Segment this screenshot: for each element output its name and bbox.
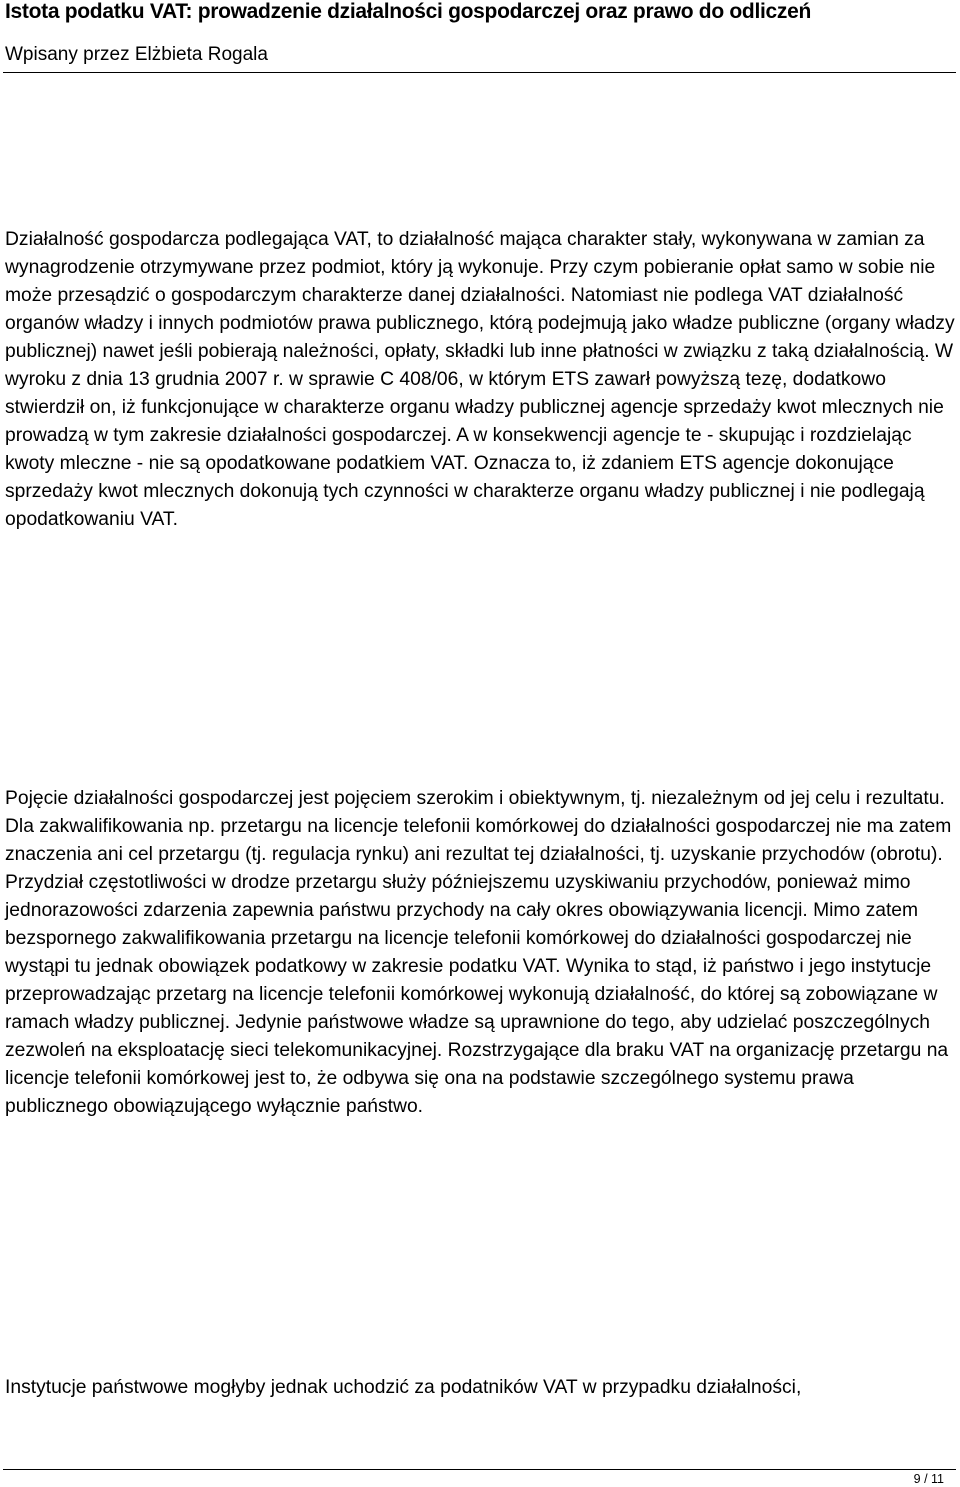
- paragraph-1: Działalność gospodarcza podlegająca VAT, to działalność mająca charakter stały, wykonywana w zamian za wynagrodzenie otrzymywane przez podmiot, który ją wykonuje. Przy czym pobieranie opłat samo w sobie nie może przesądzić o gospodarczym charakterze danej działalności. Natomiast nie podlega VAT działalność organów władzy i innych podmiotów prawa publicznego, którą podejmują jako władze publiczne (organy władzy publicznej) nawet jeśli pobierają należności, opłaty, składki lub inne płatności w związku z taką działalnością. W wyroku z dnia 13 grudnia 2007 r. w sprawie C 408/06, w którym ETS zawarł powyższą tezę, dodatkowo stwierdził on, iż funkcjonujące w charakterze organu władzy publicznej agencje sprzedaży kwot mlecznych nie prowadzą w tym zakresie działalności gospodarczej. A w konsekwencji agencje te - skupując i rozdzielając kwoty mleczne - nie są opodatkowane podatkiem VAT. Oznacza to, iż zdaniem ETS agencje dokonujące sprzedaży kwot mlecznych dokonują tych czynności w charakterze organu władzy publicznej i nie podlegają opodatkowaniu VAT.: [5, 229, 955, 530]
- footer-divider: [3, 1469, 956, 1470]
- author-line: Wpisany przez Elżbieta Rogala: [5, 44, 268, 65]
- paragraph-3: Instytucje państwowe mogłyby jednak uchodzić za podatników VAT w przypadku działalności,: [5, 1377, 802, 1398]
- paragraph-2: Pojęcie działalności gospodarczej jest pojęciem szerokim i obiektywnym, tj. niezależnym od jej celu i rezultatu. Dla zakwalifikowania np. przetargu na licencje telefonii komórkowej do działalności gospodarczej nie ma zatem znaczenia ani cel przetargu (tj. regulacja rynku) ani rezultat tej działalności, tj. uzyskanie przychodów (obrotu). Przydział częstotliwości w drodze przetargu służy późniejszemu uzyskiwaniu przychodów, ponieważ mimo jednorazowości zdarzenia zapewnia państwu przychody na cały okres obowiązywania licencji. Mimo zatem bezspornego zakwalifikowania przetargu na licencje telefonii komórkowej do działalności gospodarczej nie wystąpi tu jednak obowiązek podatkowy w zakresie podatku VAT. Wynika to stąd, iż państwo i jego instytucje przeprowadzając przetarg na licencje telefonii komórkowej wykonują działalność, do której są zobowiązane w ramach władzy publicznej. Jedynie państwowe władze są uprawnione do tego, aby udzielać poszczególnych zezwoleń na eksploatację sieci telekomunikacyjnej. Rozstrzygające dla braku VAT na organizację przetargu na licencje telefonii komórkowej jest to, że odbywa się ona na podstawie szczególnego systemu prawa publicznego obowiązującego wyłącznie państwo.: [5, 788, 952, 1117]
- document-title: Istota podatku VAT: prowadzenie działalności gospodarczej oraz prawo do odliczeń: [5, 0, 812, 23]
- header-divider: [3, 72, 956, 73]
- page-number: 9 / 11: [913, 1472, 944, 1486]
